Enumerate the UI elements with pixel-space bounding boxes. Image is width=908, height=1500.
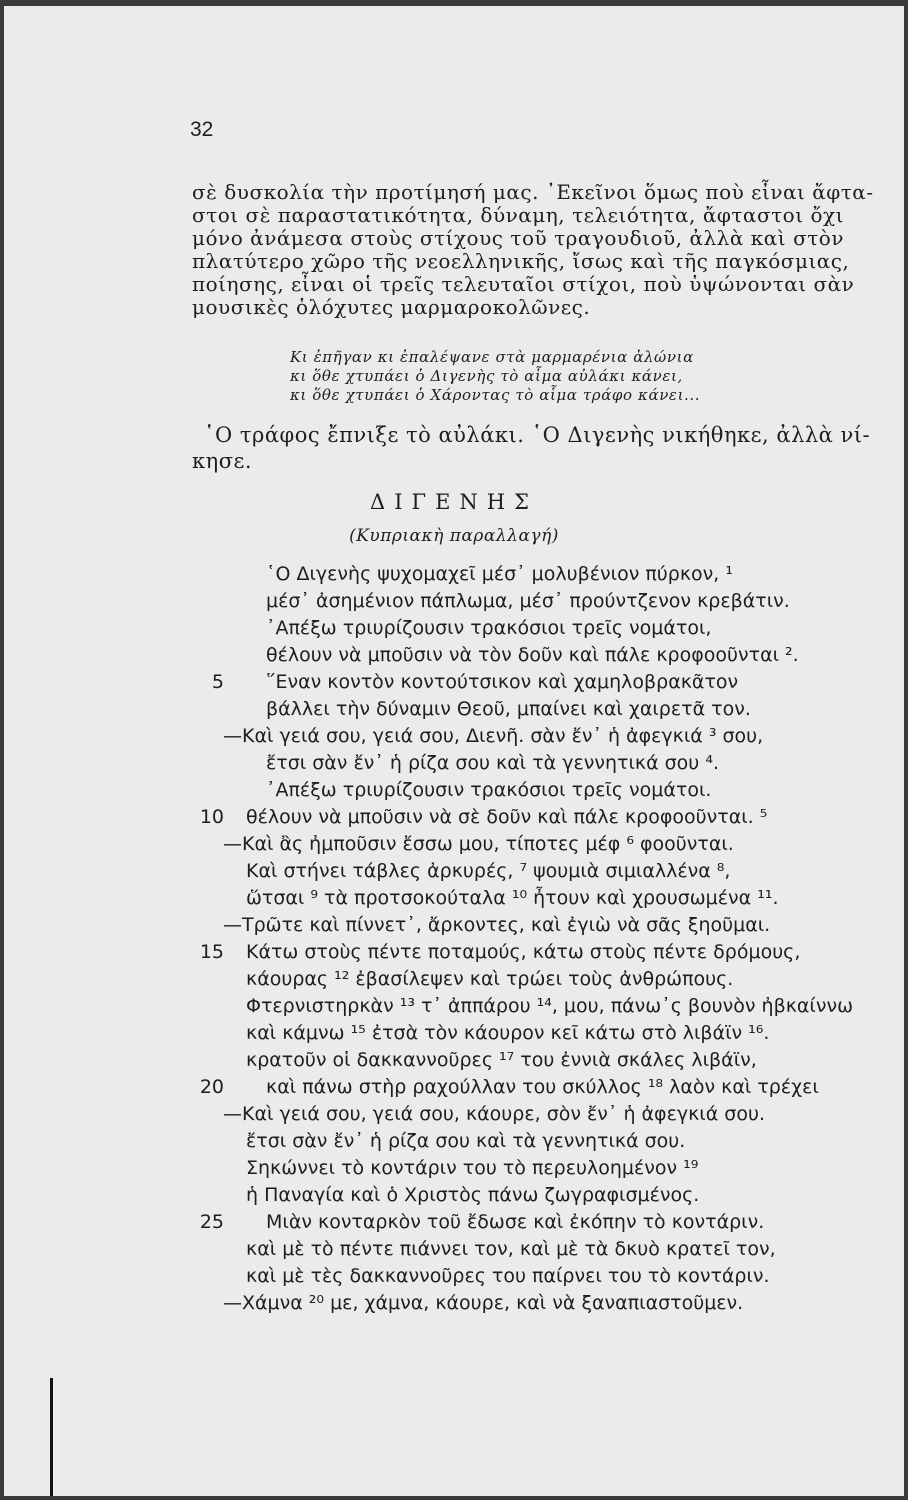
verse-text: θέλουν νὰ μποῦσιν νὰ σὲ δοῦν καὶ πάλε κροφοοῦνται. ⁵ [246,806,768,828]
verse-number: 15 [199,941,224,963]
verse-text: βάλλει τὴν δύναμιν Θεοῦ, μπαίνει καὶ χαιρετᾶ τον. [266,698,751,720]
prose-line: σὲ δυσκολία τὴν προτίμησή μας. ᾿Εκεῖνοι ὅμως ποὺ εἶναι ἄφτα- [192,180,874,204]
prose-line: μόνο ἀνάμεσα στοὺς στίχους τοῦ τραγουδιοῦ, ἀλλὰ καὶ στὸν [192,226,844,250]
quote-line: κι ὅθε χτυπάει ὁ Διγενὴς τὸ αἷμα αὐλάκι κάνει, [290,367,683,385]
verse-text: ἡ Παναγία καὶ ὁ Χριστὸς πάνω ζωγραφισμένος. [246,1184,700,1206]
verse-line [184,696,864,723]
verse-text: ἔτσι σὰν ἔν᾿ ἡ ρίζα σου καὶ τὰ γεννητικά σου. [246,1130,686,1152]
page-number: 32 [190,118,214,141]
prose-paragraph-2 [192,422,871,474]
verse-text: ῞Εναν κοντὸν κοντούτσικον καὶ χαμηλοβρακᾶτον [266,671,739,693]
verse-number: 10 [199,806,224,828]
verse-line [184,615,864,642]
verse-line [184,1101,864,1128]
verse-number: 5 [211,671,224,693]
verse-number: 20 [199,1076,224,1098]
verse-line [184,777,864,804]
verse-text: θέλουν νὰ μποῦσιν νὰ τὸν δοῦν καὶ πάλε κροφοοῦνται ². [266,644,799,666]
verse-text: Σηκώννει τὸ κοντάριν του τὸ περευλοημένον ¹⁹ [246,1157,699,1179]
prose-line: ποίησης, εἶναι οἱ τρεῖς τελευταῖοι στίχοι, ποὺ ὑψώνονται σὰν [192,272,855,296]
block-quote [290,348,700,405]
verse-text: —Καὶ ἂς ἠμποῦσιν ἔσσω μου, τίποτες μέφ ⁶ φοοῦνται. [223,833,734,855]
verse-text: —Χάμνα ²⁰ με, χάμνα, κάουρε, καὶ νὰ ξαναπιαστοῦμεν. [223,1292,744,1314]
verse-line [184,993,864,1020]
verse-line [184,1209,864,1236]
verse-line [184,804,864,831]
prose-line: πλατύτερο χῶρο τῆς νεοελληνικῆς, ἴσως καὶ τῆς παγκόσμιας, [192,249,850,273]
verse-text: ῾Ο Διγενὴς ψυχομαχεῖ μέσ᾿ μολυβένιον πύρκον, ¹ [266,563,733,585]
prose-line: μουσικὲς ὁλόχυτες μαρμαροκολῶνες. [192,295,591,319]
verse-text: ἔτσι σὰν ἔν᾿ ἡ ρίζα σου καὶ τὰ γεννητικά σου ⁴. [266,752,719,774]
page-edge-shadow [50,1378,53,1496]
verse-line [184,669,864,696]
verse-line [184,1155,864,1182]
verse-line [184,588,864,615]
verse-line [184,1047,864,1074]
book-page [4,6,904,1496]
verse-line [184,1128,864,1155]
verse-line [184,1074,864,1101]
verse-line [184,723,864,750]
verse-line [184,1020,864,1047]
prose-line: στοι σὲ παραστατικότητα, δύναμη, τελειότητα, ἄφταστοι ὄχι [192,203,844,227]
verse-line [184,750,864,777]
verse-text: καὶ κάμνω ¹⁵ ἐτσὰ τὸν κάουρον κεῖ κάτω στὸ λιβάϊν ¹⁶. [246,1022,770,1044]
verse-text: —Καὶ γειά σου, γειά σου, κάουρε, σὸν ἔν᾿ ἡ ἀφεγκιά σου. [223,1103,765,1125]
prose-line: κησε. [192,449,253,473]
verse-line [184,561,864,588]
verse-text: μέσ᾿ ἀσημένιον πάπλωμα, μέσ᾿ προύντζενον κρεβάτιν. [266,590,790,612]
verse-number: 25 [199,1211,224,1233]
prose-paragraph [192,180,874,319]
verse-line [184,939,864,966]
verse-text: κάουρας ¹² ἐβασίλεψεν καὶ τρώει τοὺς ἀνθρώπους. [246,968,734,990]
verse-text: καὶ πάνω στὴρ ραχούλλαν του σκύλλος ¹⁸ λαὸν καὶ τρέχει [266,1076,819,1098]
verse-line [184,642,864,669]
verse-text: —Τρῶτε καὶ πίννετ᾿, ἄρκοντες, καὶ ἐγιὼ νὰ σᾶς ξηοῦμαι. [223,914,771,936]
verse-line [184,966,864,993]
verse-line [184,1263,864,1290]
verse-text: Φτερνιστηρκὰν ¹³ τ᾿ ἀππάρου ¹⁴, μου, πάνω᾿ς βουνὸν ἠβκαίννω [246,995,853,1017]
verse-text: καὶ μὲ τὲς δακκαννοῦρες του παίρνει του τὸ κοντάριν. [246,1265,770,1287]
verse-line [184,1236,864,1263]
verse-text: —Καὶ γειά σου, γειά σου, Διενῆ. σὰν ἔν᾿ ἡ ἀφεγκιά ³ σου, [223,725,764,747]
quote-line: κι ὅθε χτυπάει ὁ Χάροντας τὸ αἷμα τράφο κάνει... [290,386,701,404]
poem-subtitle: (Κυπριακὴ παραλλαγή) [349,526,559,546]
poem-title: ΔΙΓΕΝΗΣ [370,490,538,514]
verse-text: καὶ μὲ τὸ πέντε πιάννει τον, καὶ μὲ τὰ δκυὸ κρατεῖ τον, [246,1238,776,1260]
verse-text: κρατοῦν οἱ δακκαννοῦρες ¹⁷ του ἐννιὰ σκάλες λιβάϊν, [246,1049,757,1071]
verse-text: Μιὰν κονταρκὸν τοῦ ἔδωσε καὶ ἐκόπην τὸ κοντάριν. [266,1211,765,1233]
verse-line [184,1290,864,1317]
poem-body [184,561,864,1317]
verse-line [184,1182,864,1209]
verse-line [184,831,864,858]
verse-text: Καὶ στήνει τάβλες ἀρκυρές, ⁷ ψουμιὰ σιμιαλλένα ⁸, [246,860,731,882]
verse-text: ὥτσαι ⁹ τὰ προτσοκούταλα ¹⁰ ἦτουν καὶ χρουσωμένα ¹¹. [246,887,779,909]
verse-text: Κάτω στοὺς πέντε ποταμούς, κάτω στοὺς πέντε δρόμους, [246,941,801,963]
verse-line [184,858,864,885]
verse-text: ᾿Απέξω τριυρίζουσιν τρακόσιοι τρεῖς νομάτοι, [266,617,712,639]
quote-line: Κι ἐπῆγαν κι ἐπαλέψανε στὰ μαρμαρένια ἁλώνια [290,348,694,366]
verse-line [184,912,864,939]
verse-line [184,885,864,912]
prose-line: ῾Ο τράφος ἔπνιξε τὸ αὐλάκι. ῾Ο Διγενὴς νικήθηκε, ἀλλὰ νί- [204,423,871,447]
verse-text: ᾿Απέξω τριυρίζουσιν τρακόσιοι τρεῖς νομάτοι. [266,779,712,801]
